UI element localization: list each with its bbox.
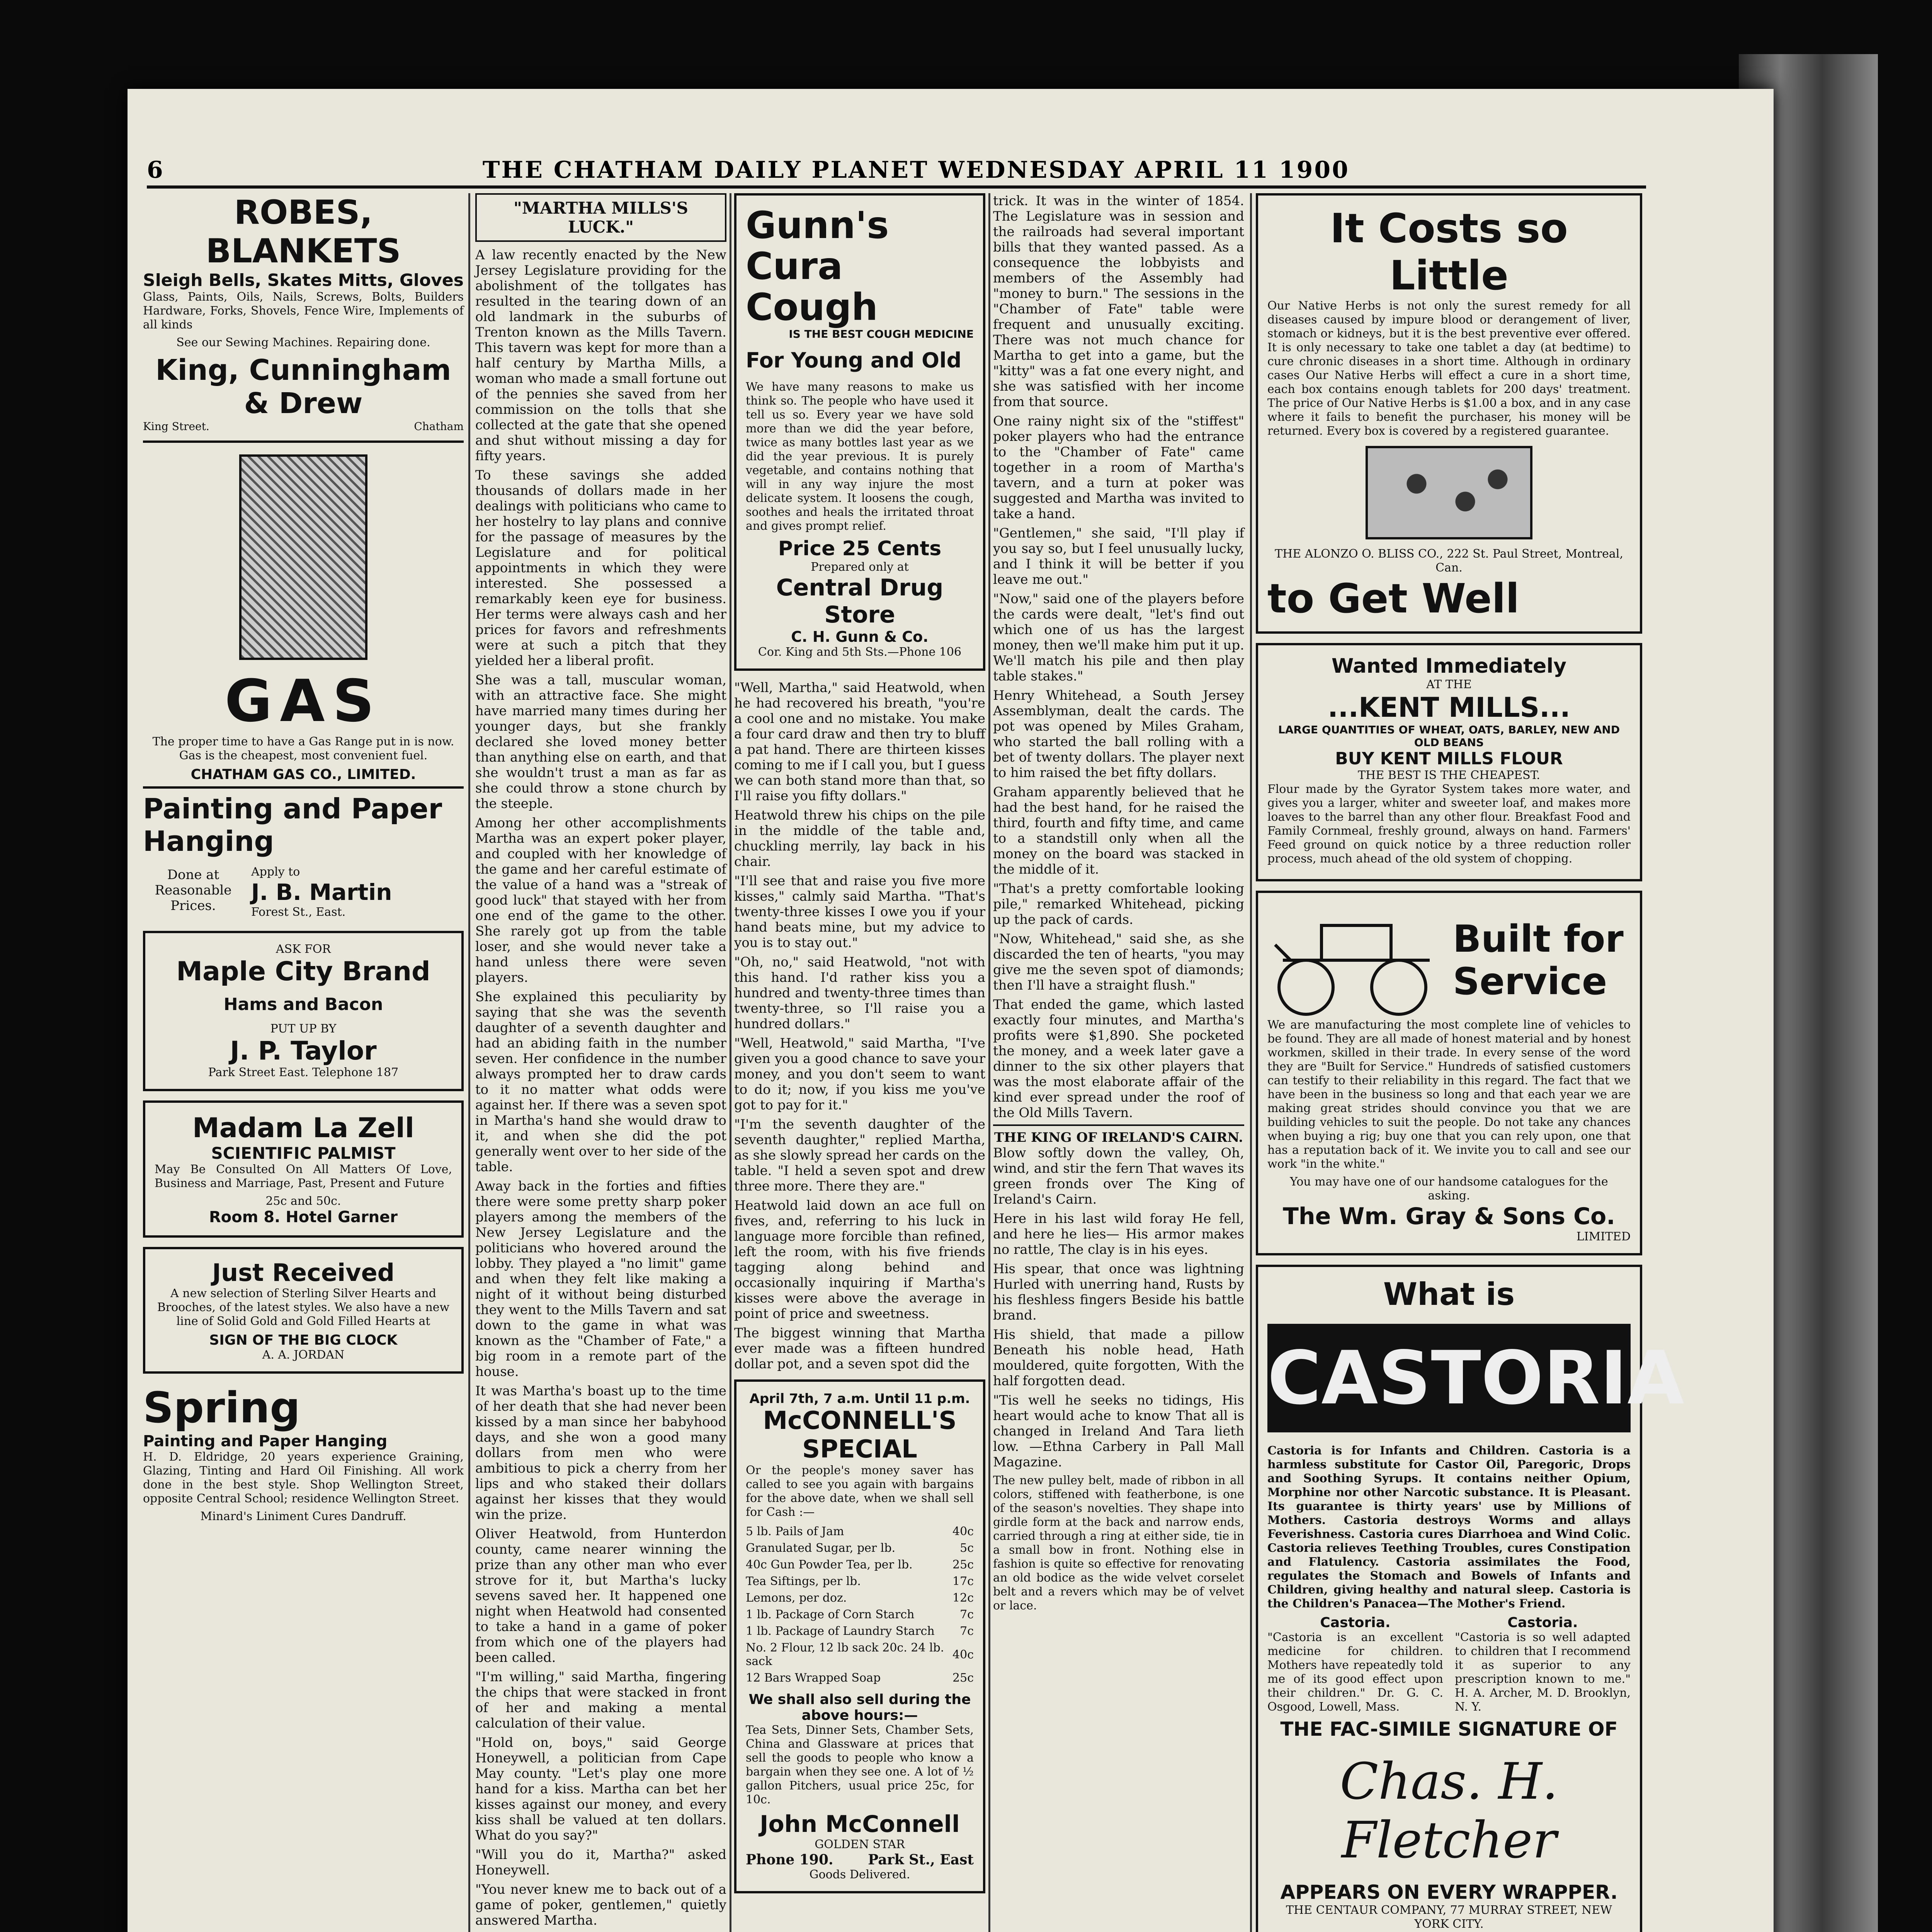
paint-address: Forest St., East. bbox=[251, 905, 346, 919]
centaur-company: THE CENTAUR COMPANY, 77 MURRAY STREET, NEW YORK CITY. bbox=[1286, 1903, 1612, 1931]
table-row bbox=[746, 1639, 974, 1670]
story-paragraph: Oliver Heatwold, from Hunterdon county, came nearer winning the prize than any other man who ever strove for it, but Martha's lucky sevens saved her. It happened one night when Heatwold had consented to take a hand in a game of poker from which one of the players had been called. bbox=[475, 1526, 726, 1665]
item-price: 5c bbox=[960, 1541, 974, 1555]
stove-illustration bbox=[239, 454, 367, 660]
paint-apply: Apply to bbox=[251, 865, 300, 879]
kc-name: King, Cunningham & Drew bbox=[155, 354, 451, 420]
mc-star: GOLDEN STAR bbox=[815, 1838, 905, 1851]
column-rule bbox=[468, 193, 470, 1932]
story-paragraph: Graham apparently believed that he had the best hand, for he raised the third, fourth and fifty time, and came to a standstill only when all the money on the board was stacked in the middle of it. bbox=[993, 784, 1244, 877]
item-name: 40c Gun Powder Tea, per lb. bbox=[746, 1558, 913, 1571]
castoria-body: Castoria is for Infants and Children. Castoria is a harmless substitute for Castor Oil, Paregoric, Drops and Soothing Syrups. It contains neither Opium, Morphine nor other Narcotic substance. It is Pleasant. Its guarantee is thirty years' use by Millions of Mothers. Castoria destroys Worms and allays Feverishness. Castoria cures Diarrhoea and Wind Colic. Castoria relieves Teething Troubles, cures Constipation and Flatulency. Castoria assimilates the Food, regulates the Stomach and Bowels of Infants and Children, giving healthy and natural sleep. Castoria is the Children's Panacea—The Mother's Friend. bbox=[1267, 1444, 1631, 1611]
gunn-price: Price 25 Cents bbox=[778, 537, 942, 560]
just-received-ad bbox=[143, 1247, 464, 1374]
paint-title: Painting and Paper Hanging bbox=[143, 793, 442, 857]
column-5 bbox=[1256, 193, 1684, 1932]
facsimile: THE FAC-SIMILE SIGNATURE OF bbox=[1280, 1718, 1618, 1740]
minard-note: Minard's Liniment Cures Dandruff. bbox=[200, 1510, 406, 1523]
item-name: 12 Bars Wrapped Soap bbox=[746, 1671, 881, 1685]
item-price: 25c bbox=[952, 1671, 974, 1685]
gas-body: The proper time to have a Gas Range put in is now. Gas is the cheapest, most convenient fuel. bbox=[152, 735, 454, 762]
wanted-ad bbox=[1256, 643, 1642, 881]
mc-delivered: Goods Delivered. bbox=[809, 1868, 910, 1881]
maple-ad bbox=[143, 931, 464, 1091]
story-paragraph: The biggest winning that Martha ever made was a fifteen hundred dollar pot, and a seven spot did the bbox=[734, 1325, 985, 1372]
mc-sell-body: Tea Sets, Dinner Sets, Chamber Sets, China and Glassware at prices that sell the goods to people who know a bargain when they see one. A lot of ½ gallon Pitchers, usual price 25c, for 10c. bbox=[746, 1723, 974, 1806]
table-row bbox=[746, 1590, 974, 1606]
item-name: Tea Siftings, per lb. bbox=[746, 1575, 861, 1588]
maple-subtitle: Hams and Bacon bbox=[223, 995, 383, 1014]
maple-put: PUT UP BY bbox=[270, 1022, 337, 1036]
gunn-subtitle: For Young and Old bbox=[746, 348, 962, 372]
castoria-title: CASTORIA bbox=[1267, 1324, 1631, 1432]
table-row bbox=[746, 1606, 974, 1623]
story-paragraph: Henry Whitehead, a South Jersey Assemblyman, dealt the cards. The pot was opened by Miles Graham, who started the ball rolling with a bet of twenty dollars. The player next to him raised the bet fifty dollars. bbox=[993, 688, 1244, 781]
story-paragraph: Heatwold laid down an ace full on fives, and, referring to his luck in language more forcible than refined, left the room, with his five friends tagging along behind and occasionally inquiring if Martha's kisses were above the average in point of price and sweetness. bbox=[734, 1198, 985, 1321]
robes-body: Glass, Paints, Oils, Nails, Screws, Bolts, Builders Hardware, Forks, Shovels, Fence Wire, Implements of all kinds bbox=[143, 290, 464, 332]
what-is: What is bbox=[1383, 1276, 1515, 1312]
story-paragraph: She explained this peculiarity by saying that she was the seventh daughter of a seventh daughter and had an abiding faith in the number seven. Her confidence in the number always prompted her to draw cards to it no matter what odds were against her. If there was a seven spot in Martha's hand she would draw to it, and when she did the pot generally went over to her side of the table. bbox=[475, 989, 726, 1175]
item-price: 7c bbox=[960, 1624, 974, 1638]
gas-ad bbox=[143, 440, 464, 782]
table-row bbox=[746, 1556, 974, 1573]
testimonial1: "Castoria is an excellent medicine for children. Mothers have repeatedly told me of its good effect upon their children." Dr. G. C. Osgood, Lowell, Mass. bbox=[1267, 1631, 1443, 1714]
built-title: Built for Service bbox=[1453, 917, 1624, 1003]
paint-body: Done at Reasonable Prices. bbox=[155, 867, 232, 913]
masthead bbox=[147, 155, 1646, 189]
item-price: 40c bbox=[952, 1648, 974, 1662]
gas-title: GAS bbox=[224, 668, 382, 735]
maple-title: Maple City Brand bbox=[176, 956, 430, 987]
testimonial2: "Castoria is so well adapted to children that I recommend it as superior to any prescription known to me." H. A. Archer, M. D. Brooklyn, N. Y. bbox=[1455, 1631, 1631, 1714]
gunn-owner: C. H. Gunn & Co. bbox=[791, 628, 929, 645]
just-title: Just Received bbox=[212, 1259, 395, 1287]
story-paragraph: "Now," said one of the players before the cards were dealt, "let's find out which one of us has the largest money, then we'll make him put it up. We'll match his pile and then play table stakes." bbox=[993, 591, 1244, 684]
item-price: 40c bbox=[952, 1525, 974, 1538]
table-row bbox=[746, 1523, 974, 1540]
castoria-ad bbox=[1256, 1265, 1684, 1932]
table-row bbox=[746, 1670, 974, 1686]
column-4 bbox=[993, 193, 1244, 1932]
story-title: "MARTHA MILLS'S LUCK." bbox=[475, 193, 726, 242]
gas-company: CHATHAM GAS CO., LIMITED. bbox=[190, 767, 416, 782]
item-price: 17c bbox=[952, 1575, 974, 1588]
poem-stanza: His shield, that made a pillow Beneath his noble head, Hath mouldered, quite forgotten, With the half forgotten dead. bbox=[993, 1327, 1244, 1389]
story-paragraph: "Well, Martha," said Heatwold, when he had recovered his breath, "you're a cool one and no mistake. You make a four card draw and then try to bluff a pat hand. There are thirteen kisses coming to me if I call you, but I guess we can both stand more than that, so I'll raise you fifty dollars." bbox=[734, 680, 985, 804]
spring-title: Spring bbox=[143, 1383, 300, 1432]
testimonial1-title: Castoria. bbox=[1320, 1615, 1391, 1631]
story-paragraph: It was Martha's boast up to the time of her death that she had never been kissed by a man since her babyhood days, and she won a good many dollars from men who were ambitious to pick a cherry from her lips and who staked their dollars against her kisses that they would win the prize. bbox=[475, 1383, 726, 1522]
item-name: 1 lb. Package of Corn Starch bbox=[746, 1608, 915, 1621]
costs-title: It Costs so Little bbox=[1330, 205, 1568, 299]
poem-title: THE KING OF IRELAND'S CAIRN. bbox=[993, 1124, 1244, 1145]
table-row bbox=[746, 1540, 974, 1556]
gunn-body: We have many reasons to make us think so. The people who have used it tell us so. Every year we have sold more than we did the year before, twice as many bottles last year as we did the year previous. It is purely vegetable, and contains nothing that will in any way injure the most delicate system. It loosens the cough, soothes and heals the irritated throat and gives prompt relief. bbox=[746, 380, 974, 533]
story-paragraph: "You never knew me to back out of a game of poker, gentlemen," quietly answered Martha. bbox=[475, 1882, 726, 1928]
costs-footer: to Get Well bbox=[1267, 575, 1520, 622]
story-paragraph: "I'm the seventh daughter of the seventh daughter," replied Martha, as she slowly spread her cards on the table. "I held a seven spot and drew three more. There they are." bbox=[734, 1117, 985, 1194]
wanted-buy: BUY KENT MILLS FLOUR bbox=[1335, 749, 1563, 769]
story-end bbox=[993, 193, 1244, 1121]
gunn-title: Gunn's Cura Cough bbox=[746, 204, 889, 329]
item-price: 7c bbox=[960, 1608, 974, 1621]
zell-subtitle: SCIENTIFIC PALMIST bbox=[211, 1144, 396, 1163]
column-rule bbox=[730, 193, 731, 1932]
mc-price-table bbox=[746, 1523, 974, 1686]
poem-stanza: "Tis well he seeks no tidings, His heart would ache to know That all is changed in Ireland And Tara lieth low. —Ethna Carbery in Pall Mall Magazine. bbox=[993, 1393, 1244, 1470]
story-paragraph: "Well, Heatwold," said Martha, "I've given you a good chance to save your money, and you don't seem to want to do it; now, if you kiss me you've got to pay for it." bbox=[734, 1036, 985, 1113]
story-paragraph: "Oh, no," said Heatwold, "not with this hand. I'd rather kiss you a hundred and twenty-three times than twenty-three, so I'll raise you a hundred dollars." bbox=[734, 954, 985, 1032]
story-paragraph: That ended the game, which lasted exactly four minutes, and Martha's profits were $1,890. She pocketed the money, and a week later gave a dinner to the six other players that was the most elaborate affair of the kind ever spread under the roof of the Old Mills Tavern. bbox=[993, 997, 1244, 1121]
mc-phone: Phone 190. bbox=[746, 1852, 833, 1868]
item-name: 5 lb. Pails of Jam bbox=[746, 1525, 844, 1538]
built-note: You may have one of our handsome catalogues for the asking. bbox=[1290, 1175, 1608, 1202]
built-body: We are manufacturing the most complete line of vehicles to be found. They are all made of honest material and by honest workmen, skilled in their trade. In every sense of the word they are "Built for Service." Hundreds of satisfied customers can testify to their reliability in this regard. The fact that we have been in the business so long and that each year we are making great strides should convince you that we are building vehicles to suit the people. Do not take any chances when buying a rig; buy one that you can rely upon, one that has a reputation back of it. We invite you to call and see our work "in the white." bbox=[1267, 1018, 1631, 1171]
robes-ad bbox=[143, 193, 464, 433]
testimonial2-title: Castoria. bbox=[1507, 1615, 1578, 1631]
gunn-address: Cor. King and 5th Sts.—Phone 106 bbox=[758, 645, 962, 659]
fashion-note: The new pulley belt, made of ribbon in all colors, stiffened with featherbone, is one of the season's novelties. They shape into girdle form at the back and narrow ends, carried through a ring at either side, tie in a small bow in front. Nothing else in fashion is quite so effective for renovating an old bodice as the wide velvet corselet belt and a revers which may be of velvet or lace. bbox=[993, 1474, 1244, 1612]
zell-body: May Be Consulted On All Matters Of Love, Business and Marriage, Past, Present and Future bbox=[155, 1163, 452, 1190]
spring-ad bbox=[143, 1383, 464, 1524]
maple-name: J. P. Taylor bbox=[230, 1036, 377, 1066]
wanted-body: LARGE QUANTITIES OF WHEAT, OATS, BARLEY, NEW AND OLD BEANS bbox=[1278, 723, 1620, 749]
built-company: The Wm. Gray & Sons Co. bbox=[1282, 1203, 1616, 1230]
story-paragraph: "I'm willing," said Martha, fingering the chips that were stacked in front of her and making a mental calculation of their value. bbox=[475, 1669, 726, 1731]
carriage-illustration bbox=[1267, 902, 1445, 1018]
table-row bbox=[746, 1573, 974, 1590]
story-paragraph: trick. It was in the winter of 1854. The Legislature was in session and the railroads had several important bills that they wanted passed. As a consequence the lobbyists and members of the Assembly had "money to burn." The sessions in the "Chamber of Fate" table were frequent and unusually exciting. There was not much chance for Martha to get into a game, but the "kitty" was a fat one every night, and she was satisfied with her income from that source. bbox=[993, 193, 1244, 410]
page-number: 6 bbox=[147, 156, 163, 184]
item-name: Granulated Sugar, per lb. bbox=[746, 1541, 896, 1555]
story-paragraph: Among her other accomplishments Martha was an expert poker player, and coupled with her knowledge of the game and her careful estimate of the value of a hand was a "streak of good luck" that stayed with her from one end of the game to the other. She rarely got up from the table loser, and she would never take a hand unless there were seven players. bbox=[475, 815, 726, 985]
fletcher-signature: Chas. H. Fletcher bbox=[1340, 1752, 1558, 1869]
gunn-store: Central Drug Store bbox=[776, 574, 944, 628]
column-rule bbox=[1250, 193, 1252, 1932]
gunn-prepared: Prepared only at bbox=[811, 560, 909, 574]
tablet-box-illustration bbox=[1366, 446, 1532, 539]
story-paragraph: "Now, Whitehead," said she, as she discarded the ten of hearts, "you may give me the seven spot of diamonds; then I'll have a straight flush." bbox=[993, 931, 1244, 993]
robes-note: See our Sewing Machines. Repairing done. bbox=[176, 336, 430, 349]
maple-ask: ASK FOR bbox=[276, 942, 331, 956]
story-paragraph: One rainy night six of the "stiffest" poker players who had the entrance to the "Chamber of Fate" came together in a room of Martha's tavern, and a turn at poker was suggested and Martha was invited to take a hand. bbox=[993, 413, 1244, 522]
just-body: A new selection of Sterling Silver Hearts and Brooches, of the latest styles. We also have a new line of Solid Gold and Gold Filled Hearts at bbox=[157, 1287, 450, 1328]
just-name: A. A. JORDAN bbox=[262, 1348, 345, 1362]
mc-name: John McConnell bbox=[760, 1811, 960, 1838]
item-name: 1 lb. Package of Laundry Starch bbox=[746, 1624, 935, 1638]
gunn-ad bbox=[734, 193, 985, 671]
kc-street: King Street. bbox=[143, 420, 209, 433]
just-sign: SIGN OF THE BIG CLOCK bbox=[209, 1332, 398, 1348]
story-paragraph: "That's a pretty comfortable looking pile," remarked Whitehead, picking up the pack of cards. bbox=[993, 881, 1244, 927]
masthead-title: THE CHATHAM DAILY PLANET WEDNESDAY APRIL 11 1900 bbox=[482, 156, 1350, 184]
poem-body bbox=[993, 1145, 1244, 1470]
poem-stanza: Here in his last wild foray He fell, and here he lies— His armor makes no rattle, The clay is in his eyes. bbox=[993, 1211, 1244, 1257]
story-paragraph: "Will you do it, Martha?" asked Honeywell. bbox=[475, 1847, 726, 1878]
spring-body: H. D. Eldridge, 20 years experience Graining, Glazing, Tinting and Hard Oil Finishing. All work done in the best style. Shop Wellington Street, opposite Central School; residence Wellington Street. bbox=[143, 1450, 464, 1505]
mc-header: April 7th, 7 a.m. Until 11 p.m. bbox=[749, 1391, 970, 1406]
zell-title: Madam La Zell bbox=[192, 1112, 414, 1144]
story-paragraph: Heatwold threw his chips on the pile in the middle of the table and, chuckling merrily, lay back in his chair. bbox=[734, 808, 985, 869]
story-paragraph: She was a tall, muscular woman, with an attractive face. She might have married many times during her younger days, but she frankly declared she loved money better than anything else on earth, and that she wouldn't trust a man as far as she could throw a stone church by the steeple. bbox=[475, 672, 726, 811]
mc-title: McCONNELL'S SPECIAL bbox=[763, 1406, 957, 1464]
spring-subtitle: Painting and Paper Hanging bbox=[143, 1432, 388, 1450]
story-paragraph: A law recently enacted by the New Jersey Legislature providing for the abolishment of the tollgates has resulted in the tearing down of an old landmark in the suburbs of Trenton known as the Mills Tavern. This tavern was kept for more than a half century by Martha Mills, a woman who made a small fortune out of the pennies she saved from her commission on the tolls that she collected at the gate that she opened and shut without missing a day for fifty years. bbox=[475, 247, 726, 464]
robes-title: ROBES, BLANKETS bbox=[206, 193, 401, 270]
wanted-fine: Flour made by the Gyrator System takes more water, and gives you a larger, whiter and sweeter loaf, and makes more loaves to the barrel than any other flour. Breakfast Food and Family Cornmeal, freshly ground, always on hand. Farmers' Feed ground on quick notice by a three reduction roller process, much ahead of the old system of chopping. bbox=[1267, 782, 1631, 866]
mc-intro: Or the people's money saver has called to see you again with bargains for the above date, when we shall sell for Cash :— bbox=[746, 1464, 974, 1519]
wanted-best: THE BEST IS THE CHEAPEST. bbox=[1358, 769, 1540, 782]
gunn-tag: IS THE BEST COUGH MEDICINE bbox=[789, 328, 974, 340]
story-paragraph: "Gentlemen," she said, "I'll play if you say so, but I feel unusually lucky, and I think it will be better if you leave me out." bbox=[993, 526, 1244, 587]
story-paragraph: "Hold on, boys," said George Honeywell, a politician from Cape May county. "Let's play one more hand for a kiss. Martha can bet her kisses against our money, and every kiss shall be valued at ten dollars. What do you say?" bbox=[475, 1735, 726, 1843]
poem-stanza: Blow softly down the valley, Oh, wind, and stir the fern That waves its green fronds over The King of Ireland's Cairn. bbox=[993, 1145, 1244, 1207]
story-continued bbox=[734, 680, 985, 1372]
maple-address: Park Street East. Telephone 187 bbox=[208, 1066, 399, 1079]
mc-sell: We shall also sell during the above hours:— bbox=[748, 1692, 971, 1723]
item-name: No. 2 Flour, 12 lb sack 20c. 24 lb. sack bbox=[746, 1641, 944, 1668]
wanted-mills: ...KENT MILLS... bbox=[1328, 692, 1570, 723]
zell-ad bbox=[143, 1100, 464, 1238]
wrapper: APPEARS ON EVERY WRAPPER. bbox=[1280, 1881, 1618, 1903]
column-3 bbox=[734, 193, 985, 1932]
wanted-at: AT THE bbox=[1426, 678, 1472, 691]
column-1 bbox=[143, 193, 464, 1932]
paint-name: J. B. Martin bbox=[251, 879, 392, 905]
story-paragraph: "I'll see that and raise you five more kisses," calmly said Martha. "That's twenty-three kisses I owe you if your hand beats mine, but my advice to you is to stay out." bbox=[734, 873, 985, 951]
story-paragraph: To these savings she added thousands of dollars made in her dealings with politicians who came to her hostelry to lay plans and connive for the passage of measures by the Legislature and for political appointments in which they were interested. She possessed a remarkably keen eye for business. Her terms were always cash and her prices for favors and refreshments were at such a pitch that they yielded her a liberal profit. bbox=[475, 468, 726, 668]
table-row bbox=[746, 1623, 974, 1639]
item-name: Lemons, per doz. bbox=[746, 1591, 847, 1605]
robes-subtitle: Sleigh Bells, Skates Mitts, Gloves bbox=[143, 270, 464, 290]
built-ad bbox=[1256, 891, 1642, 1255]
zell-price: 25c and 50c. bbox=[265, 1194, 341, 1208]
wanted-title: Wanted Immediately bbox=[1331, 655, 1567, 678]
painting-ad bbox=[143, 786, 464, 919]
story-body bbox=[475, 247, 726, 1932]
item-price: 12c bbox=[952, 1591, 974, 1605]
item-price: 25c bbox=[952, 1558, 974, 1571]
built-limited: LIMITED bbox=[1576, 1230, 1631, 1243]
poem-stanza: His spear, that once was lightning Hurled with unerring hand, Rusts by his fleshless fingers Beside his battle brand. bbox=[993, 1261, 1244, 1323]
mcconnell-ad bbox=[734, 1379, 985, 1893]
costs-body: Our Native Herbs is not only the surest remedy for all diseases caused by impure blood or derangement of liver, stomach or kidneys, but it is the best preventive ever offered. It is only necessary to take one tablet a day (at bedtime) to cure chronic diseases in a short time. Although in ordinary cases Our Native Herbs will effect a cure in a short time, each box contains enough tablets for 200 days' treatment. The price of Our Native Herbs is $1.00 a box, and in any case where it fails to benefit the purchaser, his money will be returned. Every box is covered by a registered guarantee. bbox=[1267, 299, 1631, 438]
costs-ad bbox=[1256, 193, 1642, 634]
zell-room: Room 8. Hotel Garner bbox=[209, 1208, 398, 1226]
kc-city: Chatham bbox=[414, 420, 464, 433]
column-2 bbox=[475, 193, 726, 1932]
costs-company: THE ALONZO O. BLISS CO., 222 St. Paul Street, Montreal, Can. bbox=[1275, 547, 1623, 575]
mc-address: Park St., East bbox=[868, 1852, 974, 1868]
story-paragraph: Away back in the forties and fifties there were some pretty sharp poker players among the members of the New Jersey Legislature and the politicians who hovered around the lobby. They played a "no limit" game and when they felt like making a night of it without being disturbed they went to the Mills Tavern and sat down to the game in what was known as the "Chamber of Fate," a big room in a remote part of the house. bbox=[475, 1179, 726, 1379]
column-rule bbox=[988, 193, 990, 1932]
